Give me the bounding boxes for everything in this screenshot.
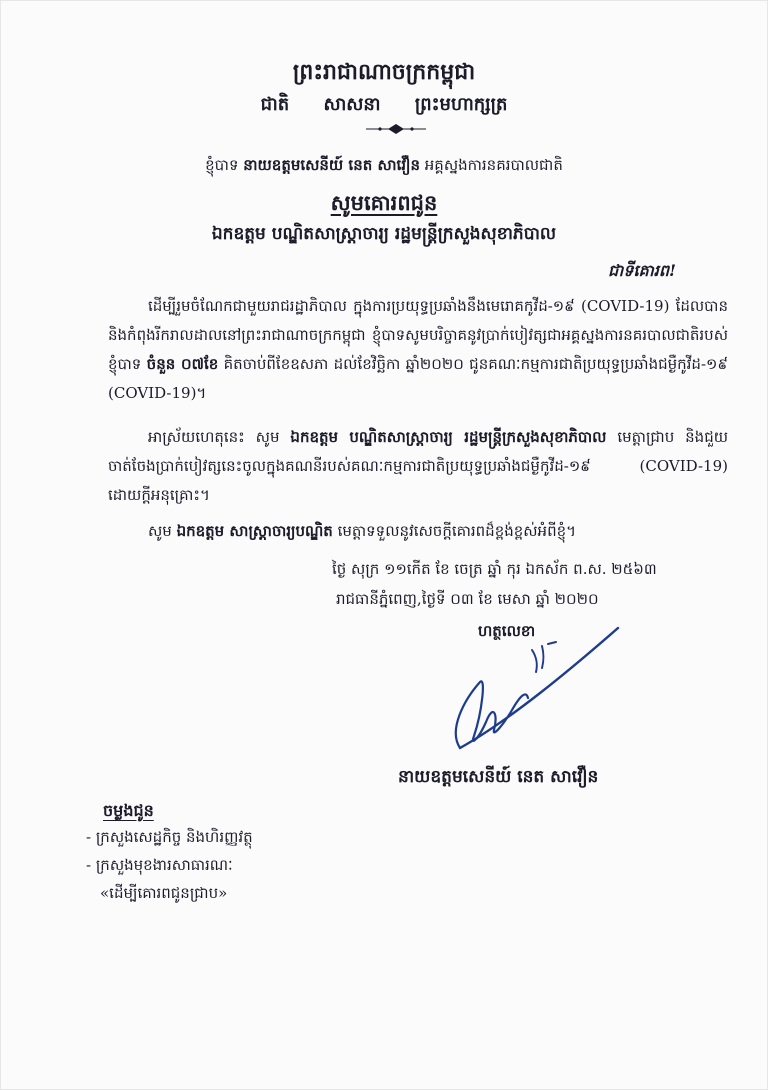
recipient-line: ឯកឧត្តម បណ្ឌិតសាស្ត្រាចារ្យ រដ្ឋមន្ត្រីក្រសួងសុខាភិបាល <box>211 224 557 244</box>
paragraph-2-text-a: អាស្រ័យហេតុនេះ សូម <box>148 428 291 446</box>
paragraph-2-bold: ឯកឧត្តម បណ្ឌិតសាស្ត្រាចារ្យ រដ្ឋមន្ត្រីក្រសួងសុខាភិបាល <box>290 428 607 446</box>
body-paragraph-2 <box>108 423 728 510</box>
closing-text-a: សូម <box>148 522 177 540</box>
copy-to-item: - ក្រសួងសេដ្ឋកិច្ច និងហិរញ្ញវត្ថុ <box>86 828 253 846</box>
sender-name: នាយឧត្តមសេនីយ៍ នេត សាវឿន <box>243 156 421 174</box>
salutation: ជាទីគោរព! <box>608 261 676 280</box>
solar-date: រាជធានីភ្នំពេញ,ថ្ងៃទី ០៣ ខែ មេសា ឆ្នាំ ២០២០ <box>336 590 599 608</box>
divider-ornament <box>366 122 426 136</box>
paragraph-1-text-b: គិតចាប់ពីខែឧសភា ដល់ខែវិច្ឆិកា ឆ្នាំ២០២០ ជូនគណៈកម្មការជាតិប្រយុទ្ធប្រឆាំងជម្ងឺកូវីដ-១៩ (COVID-19)។ <box>108 355 728 402</box>
signature-title: ហត្ថលេខា <box>478 622 536 640</box>
lunar-date: ថ្ងៃ សុក្រ ១១កើត ខែ ចេត្រ ឆ្នាំ កុរ ឯកស័ក ព.ស. ២៥៦៣ <box>332 560 657 578</box>
paragraph-1-bold: ចំនួន ០៧ខែ <box>146 355 219 373</box>
closing-text-b: មេត្តាទទួលនូវសេចក្តីគោរពដ៏ខ្ពង់ខ្ពស់អំពីខ្ញុំ។ <box>332 522 576 540</box>
respect-heading: សូមគោរពជូន <box>330 190 438 215</box>
kingdom-title: ព្រះរាជាណាចក្រកម្ពុជា <box>292 59 476 85</box>
body-paragraph-1 <box>108 292 728 408</box>
copy-to-item: - ក្រសួងមុខងារសាធារណៈ <box>86 856 233 874</box>
closing-paragraph <box>148 522 728 544</box>
signer-name: នាយឧត្តមសេនីយ៍ នេត សាវឿន <box>398 767 599 787</box>
sender-title: អគ្គស្នងការនគរបាលជាតិ <box>420 156 563 174</box>
sender-line <box>0 156 768 178</box>
closing-bold: ឯកឧត្តម សាស្ត្រាចារ្យបណ្ឌិត <box>176 522 333 540</box>
handwritten-signature <box>420 620 640 760</box>
copy-to-note: «ដើម្បីគោរពជូនជ្រាប» <box>100 884 228 902</box>
sender-prefix: ខ្ញុំបាទ <box>205 156 244 174</box>
national-motto: ជាតិ សាសនា ព្រះមហាក្សត្រ <box>260 94 508 115</box>
copy-to-title: ចម្លងជូន <box>103 801 154 820</box>
paragraph-1-text-a: ដើម្បីរួមចំណែកជាមួយរាជរដ្ឋាភិបាល ក្នុងការប្រយុទ្ធប្រឆាំងនឹងមេរោគកូវីដ-១៩ (COVID-19) ដែលបាននិងកំពុងរីករាលដាលនៅព្រះរាជាណាចក្រកម្ពុជា ខ្ញុំបាទសូមបរិច្ចាគនូវប្រាក់បៀវត្សជាអគ្គស្នងការនគរបាលជាតិរបស់ខ្ញុំបាទ <box>108 297 728 373</box>
paragraph-2-text-b: មេត្តាជ្រាប និងជួយចាត់ចែងប្រាក់បៀវត្សនេះចូលក្នុងគណនីរបស់គណៈកម្មការជាតិប្រយុទ្ធប្រឆាំងជម្ងឺកូវីដ-១៩ (COVID-19) ដោយក្តីអនុគ្រោះ។ <box>108 428 728 504</box>
